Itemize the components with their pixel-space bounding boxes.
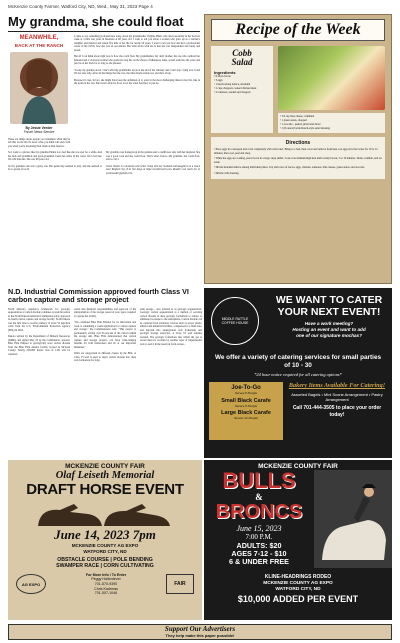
ingredient-item: • 1 avocado - peeled, pitted and diced <box>280 123 321 126</box>
draft-info1: Peggy Hallerdever <box>91 577 121 582</box>
ingredient-item: • 1 head iceberg lettuce, shredded <box>214 83 251 86</box>
coffee-ad <box>204 288 392 458</box>
ingredient-item: • 1 green onion, chopped <box>280 119 307 122</box>
draft-top: MCKENZIE COUNTY FAIR <box>65 463 145 470</box>
story-byline-org: Forum News Service <box>23 129 55 134</box>
small-carafe: Small Black Carafe <box>221 398 271 404</box>
carbon-col1: North Dakota's regulatory framework for geologic sequestration of carbon dioxide continues to lead the nation as the North Dakota Industrial Commission today approved its fourth carbon capture and storage facility. North Dakota was the first state to receive primacy of Class VI injection wells from the U.S. Environmental Protection Agency (EPA) in 2018. <box>8 307 70 332</box>
bull-rider-illustration <box>314 470 392 568</box>
bulls-top: MCKENZIE COUNTY FAIR <box>258 463 338 470</box>
story-byline: By Jessie Veeder <box>25 125 53 130</box>
draft-big: DRAFT HORSE EVENT <box>26 481 184 498</box>
draft-info4: 701-507-1046 <box>94 591 118 596</box>
ag-expo-logo-text: AG EXPO <box>21 581 41 587</box>
draft-venue2: WATFORD CITY, ND <box>83 548 127 554</box>
ingredient-item: • 2 tomatoes, seeded and chopped <box>214 91 251 94</box>
story-body-6: So my grandma, she was a gutsy one. Her generosity seemed to play, and she seemed to be so proud of us all. <box>8 164 102 172</box>
ingredients-list-b <box>278 113 385 133</box>
bulls-prize: $10,000 ADDED PER EVENT <box>237 593 359 604</box>
draft-events2: SWAMPER RACE | CORN CULTIVATING <box>56 563 154 570</box>
direction-step: • Divide shredded lettuce among individual plates. Top with rows of bacon, eggs, chicken, tomatoes, blue cheese, green onion, and avocado. <box>214 166 365 170</box>
draft-venue1: MCKENZIE COUNTY AG EXPO <box>71 543 139 548</box>
author-photo <box>10 52 68 124</box>
bulls-ages: AGES 7-12 - $10 <box>231 549 287 559</box>
recipe-title-line2: Salad <box>231 57 253 67</box>
carbon-article <box>8 288 202 458</box>
joe-to-go-box <box>209 382 283 440</box>
directions-heading: Directions <box>285 140 311 146</box>
ingredient-item: • 2 cups chopped, cooked chicken meat <box>214 87 257 90</box>
recipe-banner: Recipe of the Week <box>211 19 385 41</box>
story-lead: These are things about people you remember when they're left this world and it's never what you think will stick with you when you're mourning their death at their funeral... <box>8 137 70 148</box>
coffee-logo <box>211 297 259 345</box>
draft-date: June 14, 2023 7pm <box>54 527 156 542</box>
salad-photo <box>278 46 385 110</box>
coffee-line1: Have a work meeting? <box>304 321 354 326</box>
coffee-notice: *24 hour notice required for all catering options* <box>254 372 342 377</box>
recipe-box <box>204 14 392 284</box>
coffee-call: Call 701-444-3505 to place your order today! <box>292 405 382 418</box>
support-line1: Support Our Advertisers <box>164 624 236 633</box>
coffee-offer: We offer a variety of catering services for small parties of 10 - 30 <box>214 354 382 369</box>
story-body-3: "Lucky my grandpa down," that's what my grandfather wrote at the end of her obituary and I can't stop crying over it and I'm not sure why. After all the things that she was, that that maybe stands out, and she's all up. <box>74 68 200 76</box>
coffee-line3: one of our signature mochas? <box>296 333 362 338</box>
carbon-col2: cation that financial responsibilities and approval of the amalgamation of the storage reservoir pore space required to operate the facility. <box>74 307 136 318</box>
story-body-5: So I went to a picture like my grandma Emma is so feel like she was spot for a while. And her kids and grandkids and great-grandkids found her smile in the water. We loved her. We will miss her. She was 98 years old. <box>8 151 102 162</box>
direction-step: • While the eggs are cooking, place bacon in a large, deep skillet. Cook over medium-high heat until evenly brown, 5 to 10 minutes. Drain, crumble, and set aside. <box>214 157 382 164</box>
ingredient-item: • 1 (8 ounce) bottle Ranch-style salad dressing <box>280 127 330 130</box>
bulls-adults: ADULTS: $20 <box>236 541 282 550</box>
bulls-title2: BRONCS <box>215 501 303 523</box>
small-carafe-sub: Serves 6 People <box>234 404 257 408</box>
direction-step: • Drizzle with dressing. <box>214 171 240 175</box>
story-body-1: I came to say something profound here today about my grandmother Virginia Blain, who died peacefully in her bed last week at a little late years in Montana at 98 years old. I want to tell you about a woman who grew up as a rancher's daughter and married and raised five kids of her life for nearly 50 years. I want to tell you how she had a professional career in the 1970s, how she was an accountant. But what sticks with me is that she was independent and funny and proud. <box>74 34 200 52</box>
bulls-broncs-ad: MCKENZIE COUNTY FAIR BULLS & BRONCS June 15, 2023 7:00 P.M. ADULTS: $20 AGES 7-12 - $10 6 & UNDER FREE KLINE-HEADRINGS RODEO MCKENZIE COUNTY AG EXPO WATFORD CITY, ND $10,000 ADDED PER EVENT <box>204 460 392 620</box>
column-story <box>8 14 200 284</box>
draft-info2: 701-570-9390 <box>94 581 118 586</box>
draft-horse-ad <box>8 460 202 620</box>
ingredients-heading: Ingredients <box>214 70 236 75</box>
fair-logo-text: FAIR <box>174 581 186 588</box>
bakery-title: Bakery Items Available For Catering! <box>288 382 386 389</box>
joe-sub: Serves 8 People <box>234 391 257 395</box>
draft-events1: OBSTACLE COURSE | POLE BENDING <box>57 556 153 563</box>
bulls-title1: BULLS <box>222 468 296 493</box>
bulls-kids: 6 & UNDER FREE <box>229 557 289 567</box>
draft-info-title: For More Info / To Enter <box>85 572 127 577</box>
header-text: McKenzie County Farmer, Watford City, ND, Wed., May 31, 2023 Page 4 <box>8 4 153 9</box>
carbon-col2c: Wells are categorized in different classes by the EPA. A Class VI well is used to inject carbon dioxide into deep rock formations for long- <box>74 352 136 363</box>
fair-logo <box>166 574 194 594</box>
draft-script: Olaf Leiseth Memorial <box>55 470 155 481</box>
carbon-col2b: "We continued Blue Flint Ethanol for its innovation and work to submitting a sound application for carbon capture and storage," the Commissioners said. "This project is permanently storing over 95 percent of the carbon within the storage unit. Blue Flint demonstrated that carbon capture and storage projects can have wide-ranging benefits for both landowners and all of our important industries." <box>74 321 136 349</box>
page-header <box>8 4 392 9</box>
direction-step: • Place eggs in a saucepan and cover completely with cold water. Bring to a boil, then cover and remove from heat. Let eggs sit in hot water for 10 to 12 minutes; then cool, peel and chop. <box>214 148 378 155</box>
bulls-city: WATFORD CITY, ND <box>275 586 321 592</box>
ingredient-item: • 3/4 cup blue cheese, crumbled <box>280 115 315 118</box>
story-headline: My grandma, she could float <box>8 14 184 29</box>
kicker-line2: BACK AT THE RANCH <box>14 42 64 48</box>
support-banner <box>8 624 392 640</box>
story-body-2: But all I can think about right now is how she could float. My grandmother, my dad's mother, the one who outlived her husband and a vivacious woman who spent her long life on the shores of Minnesota lakes, would walk into the water and just lie on her back for as long as she pleased. <box>74 55 200 66</box>
coffee-headline: WE WANT TO CATER YOUR NEXT EVENT! <box>275 294 383 318</box>
bulls-venue: MCKENZIE COUNTY AG EXPO <box>263 581 333 586</box>
story-body-7: My grandma was homegrown in the gardens and a cauliflower side with her husband. She was a good cook and she could float. That's what I know. My grandma, she could float, and so can I. <box>106 151 200 162</box>
draft-horses-illustration <box>8 498 202 528</box>
joe-title: Joe-To-Go <box>231 385 261 391</box>
coffee-line2: Hosting an event and want to add <box>292 327 366 332</box>
large-carafe-sub: Serves 12 People <box>234 416 258 420</box>
carbon-col3: term storage - also referred to as geologic sequestration. Geologic carbon sequestration is a method of securing carbon dioxide in deep geologic formations to reduce or eliminate its release to the atmosphere. Carbon dioxide can be captured from stationary sources such as power plants, ethanol and industrial facilities, compressed to a fluid state, and injected into underground rock formations and geologic storage reservoirs. A Class VI well remains isolated. The geologic formations into which the gas is stored must be overlain by another layer of impermeable rock to seal it in the reservoir from escape... <box>140 307 202 346</box>
bulls-time: 7:00 P.M. <box>245 533 273 541</box>
ingredient-item: • 3 eggs <box>214 79 223 82</box>
ag-expo-logo <box>16 574 46 594</box>
large-carafe: Large Black Carafe <box>221 410 271 416</box>
ingredients-list-a <box>214 75 270 95</box>
carbon-col1b: Dakota written by the Department of Mineral Resources (DMR), and signed May 25 by the Commission, operator Blue Flint Ethanol to geologically store carbon dioxide from the Blue Flint ethanol facility located in McLean County. Nearly 200,000 metric tons of CO2 will be captured... <box>8 335 70 356</box>
directions-list <box>214 148 382 176</box>
draft-info3: Chris Kadrmas <box>94 586 118 591</box>
carbon-headline: N.D. Industrial Commission approved fourth Class VI carbon capture and storage project <box>8 287 189 305</box>
bakery-items: Assorted Bagels • Mini Scone Arrangement • Pastry Arrangement <box>291 392 383 403</box>
coffee-brand: MIDDLE RATTLE COFFEE HOUSE <box>221 316 249 325</box>
ingredient-item: • 6 slices bacon <box>214 75 231 78</box>
bulls-date: June 15, 2023 <box>236 524 282 533</box>
bulls-rodeo: KLINE-HEADRINGS RODEO <box>264 574 332 580</box>
recipe-title-line1: Cobb <box>232 48 252 58</box>
support-line2: They help make this paper possible! <box>165 633 235 639</box>
story-bio: Jessie Veeder is a musician and writer living with her husband and daughters on a ranch near Watford City, N.D. She blogs at https://veederranch.com. Readers can reach her at jessieveeder@gmail.com. <box>106 164 200 175</box>
recipe-title <box>214 49 270 67</box>
story-body-4: Because it's true. In fact, she might have been the definition of it, even in the most challenging times in her life, like in the death of her son. She wasn't afraid to float, to let the water hold her, to just be. <box>74 78 200 86</box>
kicker-line1: MEANWHILE, <box>19 34 59 41</box>
story-kicker <box>8 35 70 49</box>
